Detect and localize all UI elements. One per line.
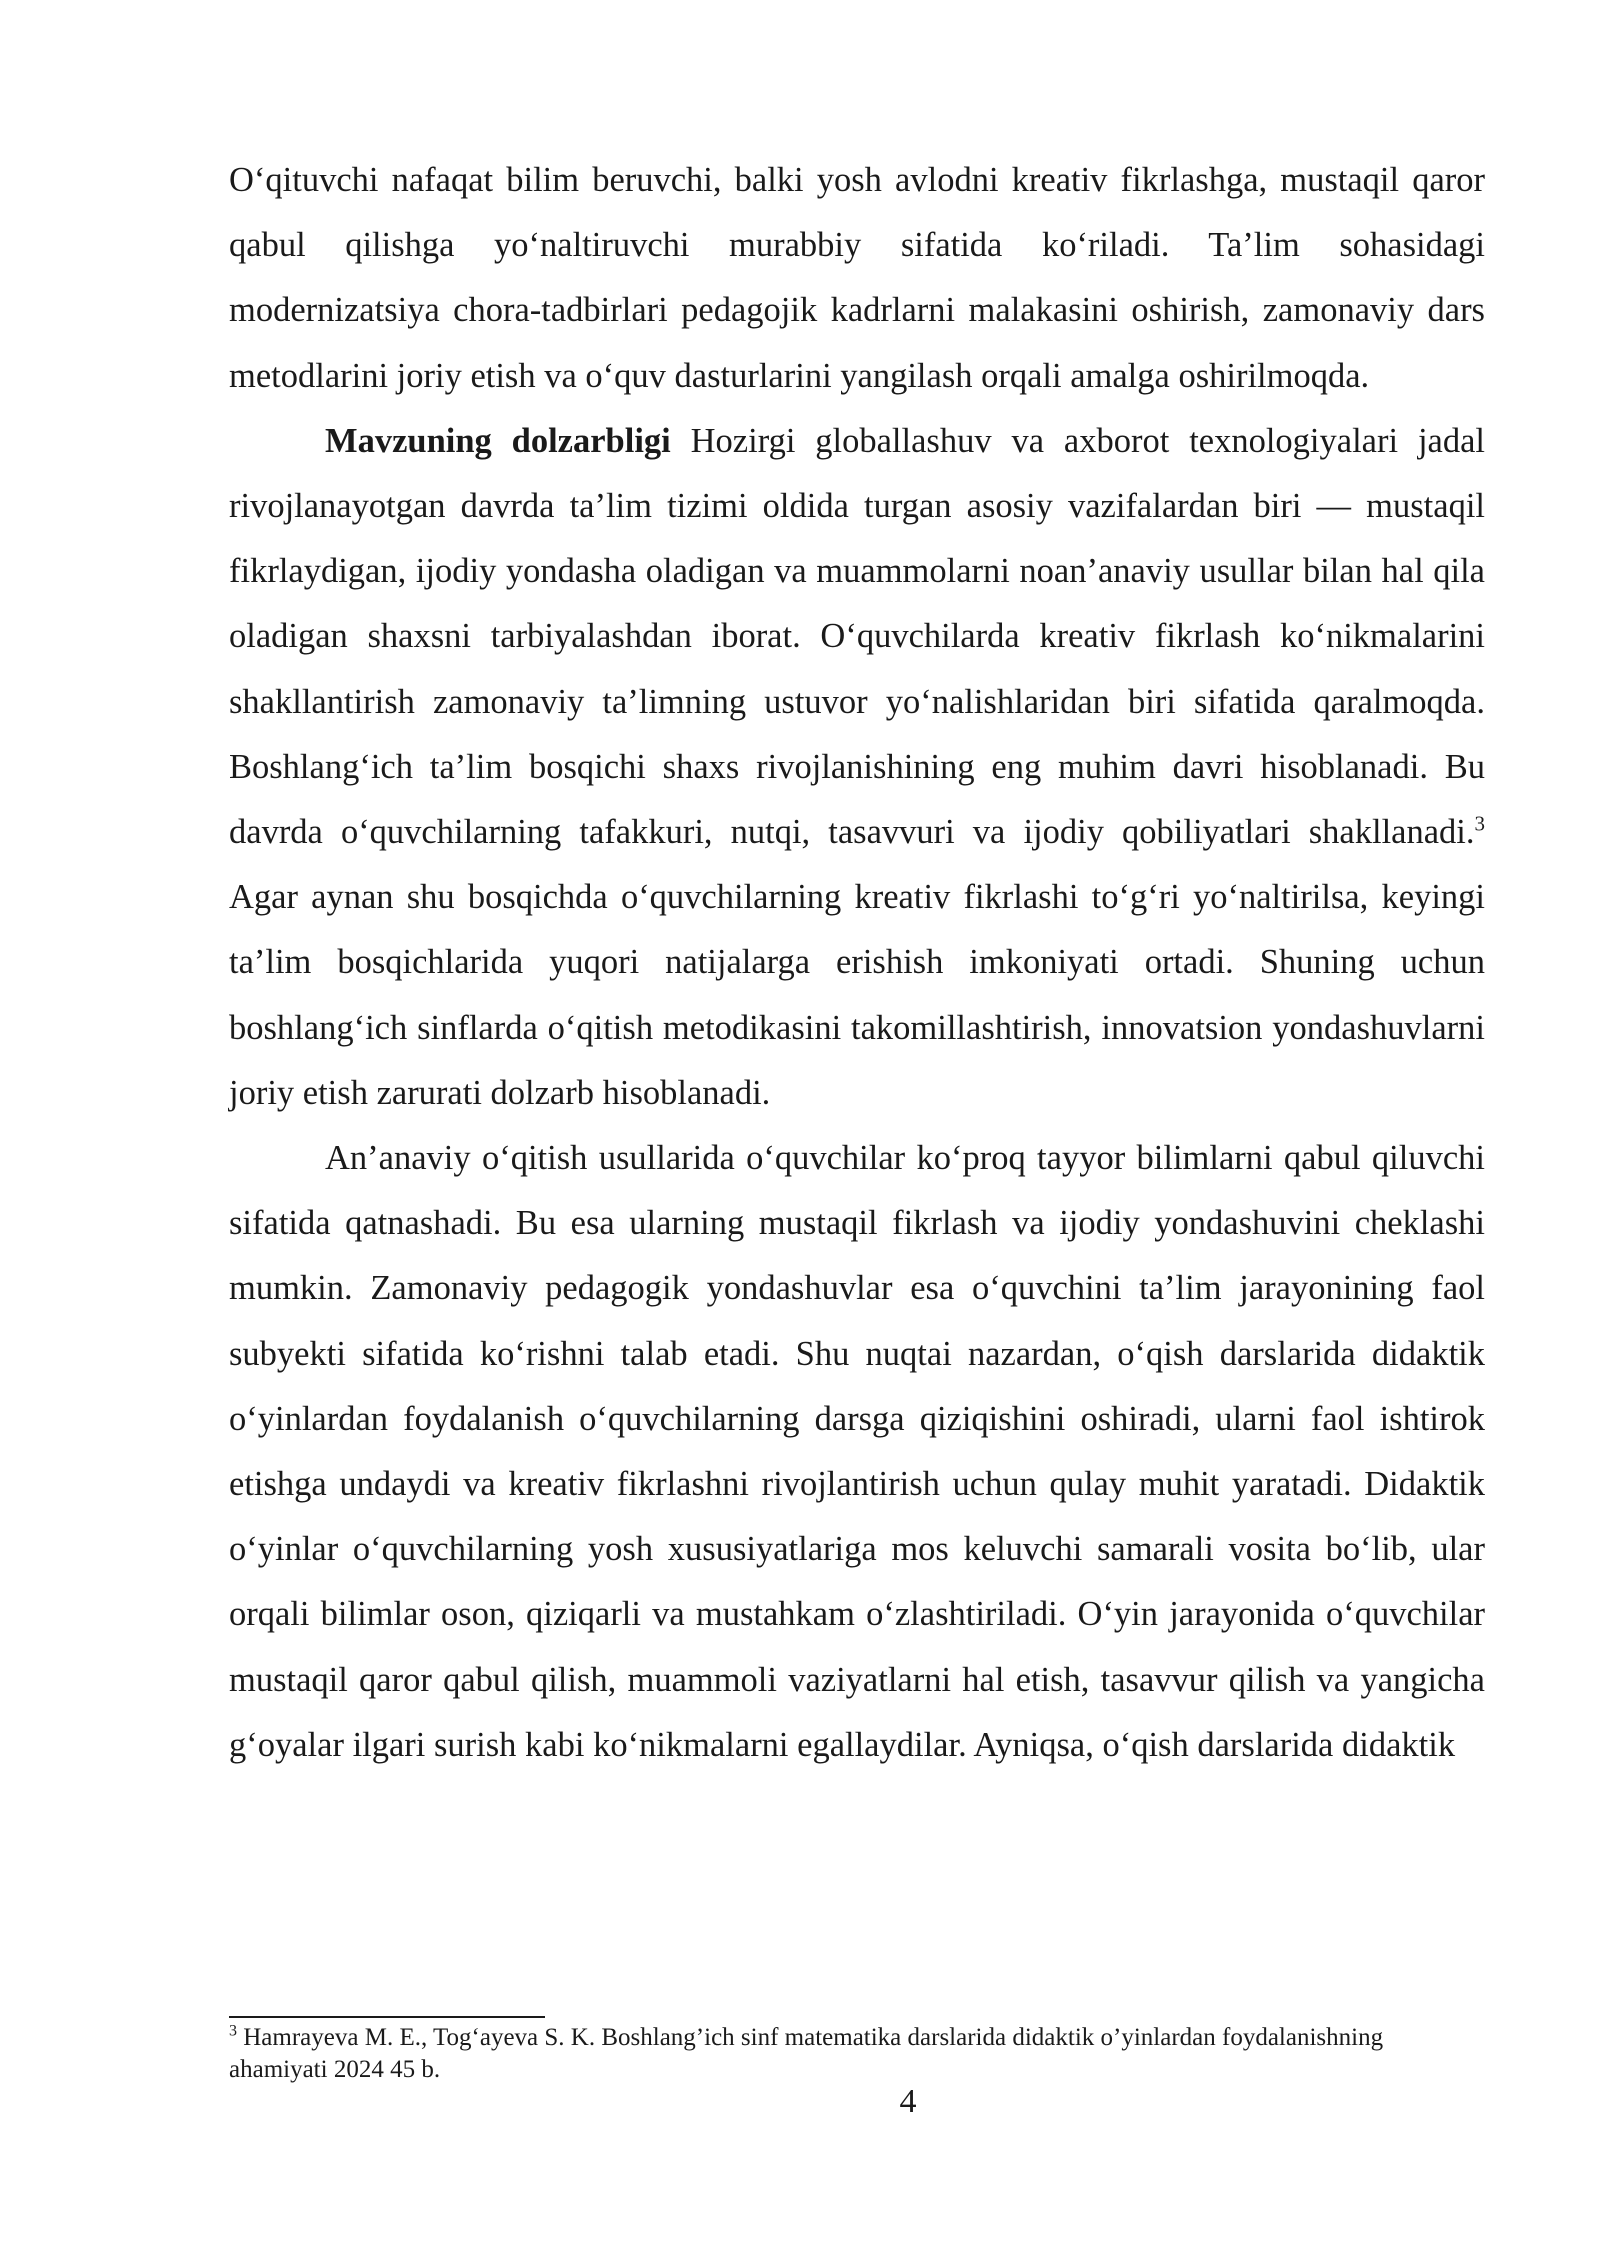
footnote-marker: 3 [229,2022,237,2040]
footnote-reference[interactable]: 3 [1474,811,1485,836]
intro-paragraph: O‘qituvchi nafaqat bilim beruvchi, balki yosh avlodni kreativ fikrlashga, mustaqil qaror qabul qilishga yo‘naltiruvchi murabbiy sifatida ko‘riladi. Ta’lim sohasidagi modernizatsiya chora-tadbirlari pedagojik kadrlarni malakasini oshirish, zamonaviy dars metodlarini joriy etish va o‘quv dasturlarini yangilash orqali amalga oshirilmoqda. [229,161,1485,395]
section-heading: Mavzuning dolzarbligi [325,421,671,460]
main-text-block [229,148,1485,1778]
footnote-text: Hamrayeva M. E., Tog‘ayeva S. K. Boshlang’ich sinf matematika darslarida didaktik o’yinlardan foydalanishning ahamiyati 2024 45 b. [229,2024,1384,2083]
footnote-separator [229,2016,545,2018]
page-number: 4 [899,2083,917,2120]
relevance-text-part1: Hozirgi globallashuv va axborot texnologiyalari jadal rivojlanayotgan davrda ta’lim tizimi oldida turgan asosiy vazifalardan biri — mustaqil fikrlaydigan, ijodiy yondasha oladigan va muammolarni noan’anaviy usullar bilan hal qila oladigan shaxsni tarbiyalashdan iborat. O‘quvchilarda kreativ fikrlash ko‘nikmalarini shakllantirish zamonaviy ta’limning ustuvor yo‘nalishlaridan biri sifatida qaralmoqda. Boshlang‘ich ta’lim bosqichi shaxs rivojlanishining eng muhim davri hisoblanadi. Bu davrda o‘quvchilarning tafakkuri, nutqi, tasavvuri va ijodiy qobiliyatlari shakllanadi. [229,421,1485,852]
third-paragraph: An’anaviy o‘qitish usullarida o‘quvchilar ko‘proq tayyor bilimlarni qabul qiluvchi sifatida qatnashadi. Bu esa ularning mustaqil fikrlash va ijodiy yondashuvini cheklashi mumkin. Zamonaviy pedagogik yondashuvlar esa o‘quvchini ta’lim jarayonining faol subyekti sifatida ko‘rishni talab etadi. Shu nuqtai nazardan, o‘qish darslarida didaktik o‘yinlardan foydalanish o‘quvchilarning darsga qiziqishini oshiradi, ularni faol ishtirok etishga undaydi va kreativ fikrlashni rivojlantirish uchun qulay muhit yaratadi. Didaktik o‘yinlar o‘quvchilarning yosh xususiyatlariga mos keluvchi samarali vosita bo‘lib, ular orqali bilimlar oson, qiziqarli va mustahkam o‘zlashtiriladi. O‘yin jarayonida o‘quvchilar mustaqil qaror qabul qilish, muammoli vaziyatlarni hal etish, tasavvur qilish va yangicha g‘oyalar ilgari surish kabi ko‘nikmalarni egallaydilar. Ayniqsa, o‘qish darslarida didaktik [229,1139,1485,1764]
relevance-text-part2: Agar aynan shu bosqichda o‘quvchilarning kreativ fikrlashi to‘g‘ri yo‘naltirilsa, keyingi ta’lim bosqichlarida yuqori natijalarga erishish imkoniyati ortadi. Shuning uchun boshlang‘ich sinflarda o‘qitish metodikasini takomillashtirish, innovatsion yondashuvlarni joriy etish zarurati dolzarb hisoblanadi. [229,878,1485,1112]
footnote [229,2022,1485,2086]
relevance-paragraph [229,409,1485,1126]
